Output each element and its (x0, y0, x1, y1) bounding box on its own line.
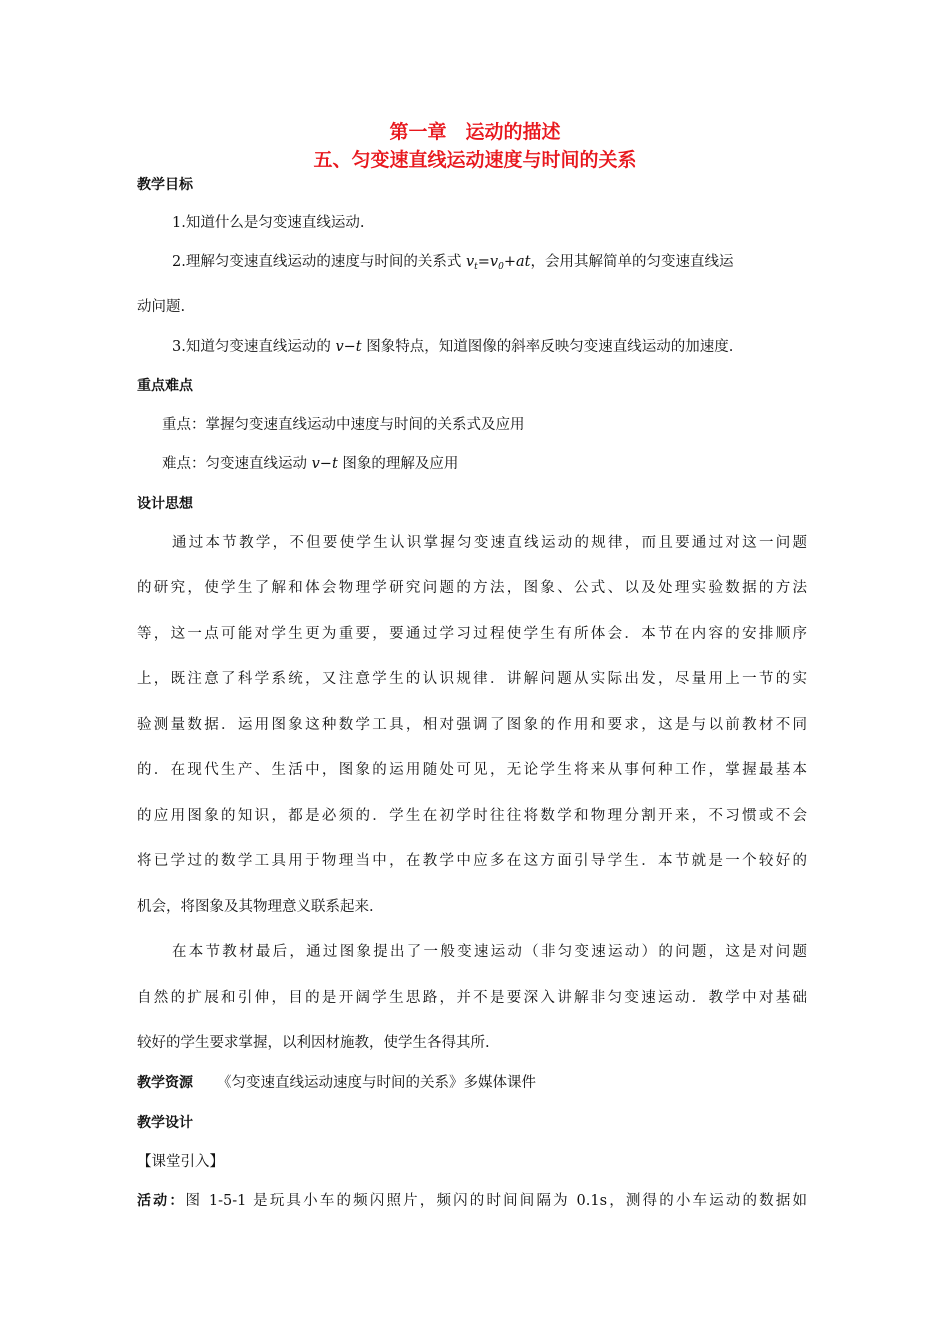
keypoints-heading: 重点难点 (137, 378, 193, 394)
resources-text: 《匀变速直线运动速度与时间的关系》多媒体课件 (217, 1075, 536, 1091)
activity-line (137, 1191, 807, 1211)
design-p1-line: 的研究，使学生了解和体会物理学研究问题的方法，图象、公式、以及处理实验数据的方法 (137, 580, 807, 596)
design-p1-line: 等，这一点可能对学生更为重要，要通过学习过程使学生有所体会．本节在内容的安排顺序 (137, 626, 807, 642)
objectives-heading: 教学目标 (137, 177, 193, 193)
design-p1-line: 的应用图象的知识，都是必须的．学生在初学时往往将数学和物理分割开来，不习惯或不会 (137, 808, 807, 824)
design-p1-line: 验测量数据．运用图象这种数学工具，相对强调了图象的作用和要求，这是与以前教材不同 (137, 717, 807, 733)
design-p1-line: 的．在现代生产、生活中，图象的运用随处可见，无论学生将来从事何种工作，掌握最基本 (137, 762, 807, 778)
class-intro: 【课堂引入】 (137, 1154, 224, 1170)
design-p2-line: 在本节教材最后，通过图象提出了一般变速运动（非匀变速运动）的问题，这是对问题 (172, 944, 807, 960)
section-title: 五、匀变速直线运动速度与时间的关系 (313, 149, 637, 171)
formula: $v_t=v_0+at$ (465, 254, 531, 272)
chapter-title: 第一章 运动的描述 (389, 121, 561, 143)
resources-line (137, 1073, 536, 1093)
design-p1-line: 通过本节教学，不但要使学生认识掌握匀变速直线运动的规律，而且要通过对这一问题 (172, 535, 807, 551)
design-p2-line: 自然的扩展和引伸，目的是开阔学生思路，并不是要深入讲解非匀变速运动．教学中对基础 (137, 990, 807, 1006)
design-p1-line: 机会，将图象及其物理意义联系起来. (137, 899, 374, 915)
difficulty-point: 难点：匀变速直线运动 v−t 图象的理解及应用 (162, 456, 459, 472)
objective-3: 3.知道匀变速直线运动的 v−t 图象特点，知道图像的斜率反映匀变速直线运动的加速度. (172, 339, 734, 355)
design-p1-line: 上，既注意了科学系统，又注意学生的认识规律．讲解问题从实际出发，尽量用上一节的实 (137, 671, 807, 687)
objective-2-cont: 动问题. (137, 299, 186, 315)
design-p2-line: 较好的学生要求掌握，以利因材施教，使学生各得其所. (137, 1035, 490, 1051)
activity-text: 图 1-5-1 是玩具小车的频闪照片，频闪的时间间隔为 0.1s，测得的小车运动的数据如 (185, 1193, 807, 1209)
resources-heading: 教学资源 (137, 1075, 193, 1091)
teaching-design-heading: 教学设计 (137, 1115, 193, 1131)
objective-1: 1.知道什么是匀变速直线运动. (172, 215, 365, 231)
activity-label: 活动： (137, 1193, 186, 1209)
design-heading: 设计思想 (137, 496, 193, 512)
design-p1-line: 将已学过的数学工具用于物理当中，在教学中应多在这方面引导学生．本节就是一个较好的 (137, 853, 807, 869)
focus-point: 重点：掌握匀变速直线运动中速度与时间的关系式及应用 (162, 417, 525, 433)
objective-2: 2.理解匀变速直线运动的速度与时间的关系式 $v_t=v_0+at$，会用其解简单的匀变速直线运 (172, 254, 734, 272)
